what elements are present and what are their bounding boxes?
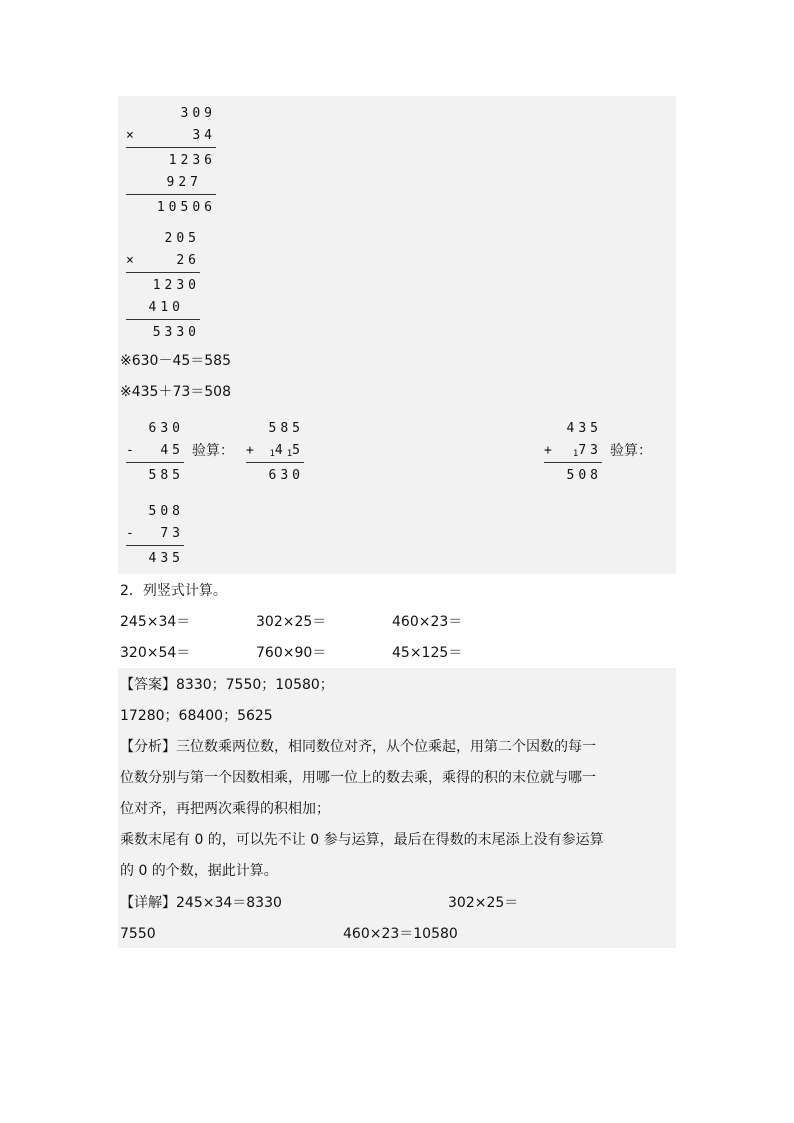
- problem-item: 460×23＝: [392, 614, 463, 630]
- carry-digit: 1: [572, 449, 579, 459]
- calc-operand-a: 630: [148, 421, 184, 436]
- calc-rule: [126, 272, 200, 273]
- calc-operator: +: [544, 443, 552, 458]
- calc-operand-a: 585: [268, 421, 304, 436]
- problem-item: 245×34＝: [120, 614, 191, 630]
- calc-operator: +: [246, 443, 254, 458]
- calc-partial-1: 1236: [168, 153, 216, 168]
- analysis-line: 位数分别与第一个因数相乘，用哪一位上的数去乘，乘得的积的末位就与哪一: [120, 770, 596, 786]
- analysis-line: 乘数末尾有 0 的，可以先不让 0 参与运算，最后在得数的末尾添上没有参运算: [120, 832, 604, 848]
- analysis-line: 的 0 的个数，据此计算。: [120, 863, 278, 879]
- calc-rule: [126, 462, 184, 463]
- calc-digit: 5: [292, 443, 304, 458]
- calc-rule: [126, 194, 216, 195]
- detail-item: 302×25＝: [448, 895, 519, 911]
- calc-rule: [544, 462, 602, 463]
- analysis-line: 【分析】三位数乘两位数，相同数位对齐，从个位乘起，用第二个因数的每一: [120, 739, 596, 755]
- calc-digit: 3: [590, 443, 602, 458]
- calc-rule: [126, 545, 184, 546]
- note-addition: ※435＋73＝508: [120, 384, 231, 400]
- analysis-label: 【分析】: [120, 739, 176, 755]
- calc-rule: [126, 319, 200, 320]
- answer-line: 17280；68400；5625: [120, 708, 273, 724]
- calc-operand-b: 26: [176, 253, 200, 268]
- calc-operand-a: 435: [566, 421, 602, 436]
- problem-item: 320×54＝: [120, 645, 191, 661]
- calc-operator: ×: [126, 253, 134, 268]
- question-title: 2．列竖式计算。: [120, 583, 227, 599]
- calc-digit: 7: [578, 443, 591, 458]
- check-label: 验算：: [610, 443, 652, 459]
- calc-operand-a: 205: [164, 231, 200, 246]
- calc-operand-b: 45: [160, 443, 184, 458]
- calc-rule: [126, 147, 216, 148]
- calc-partial-1: 1230: [152, 278, 200, 293]
- detail-line: 【详解】245×34＝8330: [120, 895, 282, 911]
- calc-operator: -: [126, 526, 134, 541]
- answer-line: [120, 676, 334, 694]
- analysis-line: 位对齐，再把两次乘得的积相加；: [120, 801, 330, 817]
- calc-digit: 4: [274, 443, 287, 458]
- problem-item: 760×90＝: [256, 645, 327, 661]
- carry-digit: 1: [269, 449, 275, 459]
- calc-partial-2: 410: [148, 300, 184, 315]
- detail-label: 【详解】: [120, 895, 176, 911]
- problem-item: 45×125＝: [392, 645, 463, 661]
- calc-operand-a: 309: [180, 106, 216, 121]
- answer-text: 8330；7550；10580；: [176, 677, 334, 693]
- calc-result: 508: [566, 468, 602, 483]
- calc-result: 10506: [156, 200, 216, 215]
- calc-operand-a: 508: [148, 504, 184, 519]
- calc-partial-2: 927: [166, 175, 202, 190]
- calc-operand-b: 73: [160, 526, 184, 541]
- check-label: 验算：: [192, 443, 234, 459]
- calc-result: 435: [148, 551, 184, 566]
- calc-result: 630: [268, 468, 304, 483]
- note-subtraction: ※630－45＝585: [120, 353, 231, 369]
- detail-item: 460×23＝10580: [343, 926, 458, 942]
- calc-result: 585: [148, 468, 184, 483]
- carry-digit: 1: [286, 449, 293, 459]
- calc-operator: ×: [126, 128, 134, 143]
- detail-item: 7550: [120, 926, 156, 942]
- calc-rule: [246, 462, 304, 463]
- calc-result: 5330: [152, 325, 200, 340]
- answer-label: 【答案】: [120, 677, 176, 693]
- calc-operator: -: [126, 443, 134, 458]
- problem-item: 302×25＝: [256, 614, 327, 630]
- calc-operand-b: 34: [192, 128, 216, 143]
